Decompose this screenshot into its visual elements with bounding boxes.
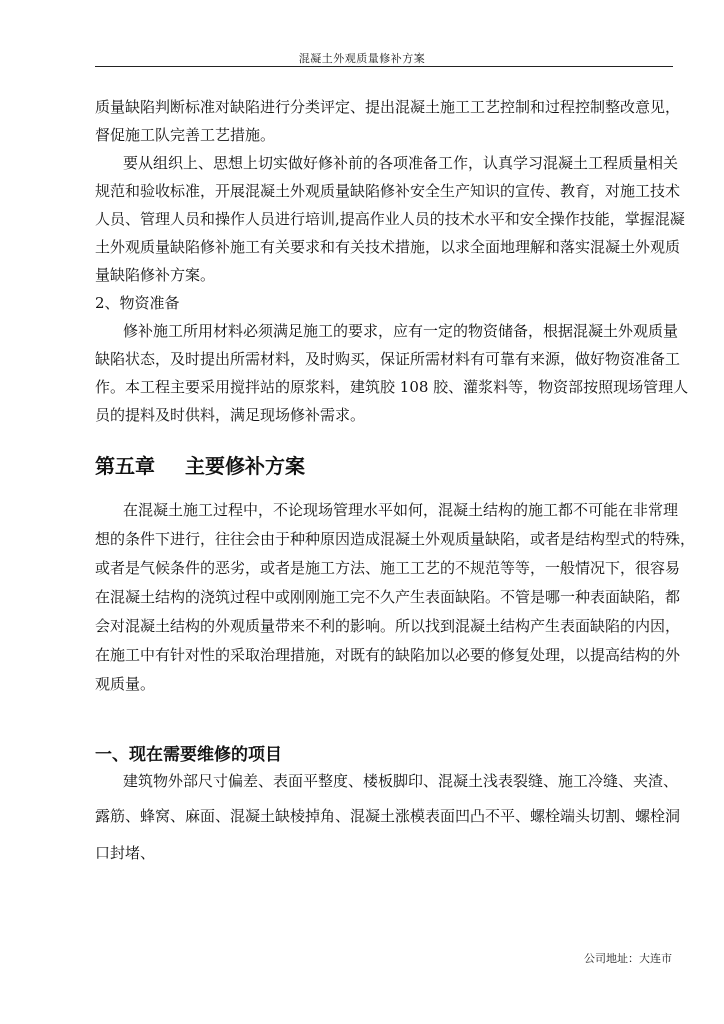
- section-heading: 一、现在需要维修的项目: [95, 745, 282, 765]
- paragraph-line: 建筑物外部尺寸偏差、表面平整度、楼板脚印、混凝土浅表裂缝、施工冷缝、夹渣、: [123, 772, 679, 790]
- chapter-number: 第五章: [95, 454, 155, 478]
- paragraph-line: 观质量。: [95, 675, 156, 693]
- paragraph-line: 想的条件下进行，往往会由于种种原因造成混凝土外观质量缺陷，或者是结构型式的特殊，: [95, 530, 696, 548]
- paragraph-line: 人员、管理人员和操作人员进行培训,提高作业人员的技术水平和安全操作技能，掌握混凝: [95, 210, 685, 228]
- paragraph-line: 露筋、蜂窝、麻面、混凝土缺棱掉角、混凝土涨模表面凹凸不平、螺栓端头切割、螺栓洞: [95, 807, 681, 825]
- paragraph-line: 在混凝土施工过程中，不论现场管理水平如何，混凝土结构的施工都不可能在非常理: [123, 501, 679, 519]
- footer-address: 公司地址：大连市: [584, 952, 672, 965]
- chapter-title: 主要修补方案: [185, 454, 305, 478]
- paragraph-line: 在施工中有针对性的采取治理措施，对既有的缺陷加以必要的修复处理，以提高结构的外: [95, 646, 681, 664]
- page-header-title: 混凝土外观质量修补方案: [298, 52, 426, 65]
- subsection-heading: 2、物资准备: [95, 294, 180, 312]
- paragraph-line: 质量缺陷判断标准对缺陷进行分类评定、提出混凝土施工工艺控制和过程控制整改意见，: [95, 98, 681, 116]
- paragraph-line: 土外观质量缺陷修补施工有关要求和有关技术措施，以求全面地理解和落实混凝土外观质: [95, 238, 681, 256]
- paragraph-line: 规范和验收标准，开展混凝土外观质量缺陷修补安全生产知识的宣传、教育，对施工技术: [95, 182, 681, 200]
- paragraph-line: 量缺陷修补方案。: [95, 266, 216, 284]
- paragraph-line: 或者是气候条件的恶劣，或者是施工方法、施工工艺的不规范等等，一般情况下，很容易: [95, 559, 681, 577]
- paragraph-line: 员的提料及时供料，满足现场修补需求。: [95, 406, 366, 424]
- paragraph-line: 要从组织上、思想上切实做好修补前的各项准备工作，认真学习混凝土工程质量相关: [123, 154, 679, 172]
- paragraph-line: 督促施工队完善工艺措施。: [95, 126, 276, 144]
- paragraph-line: 缺陷状态，及时提出所需材料，及时购买，保证所需材料有可靠有来源，做好物资准备工: [95, 350, 681, 368]
- paragraph-line: 修补施工所用材料必须满足施工的要求，应有一定的物资储备，根据混凝土外观质量: [123, 322, 679, 340]
- header-divider: [95, 66, 673, 67]
- paragraph-line: 口封堵、: [95, 844, 156, 862]
- paragraph-line: 会对混凝土结构的外观质量带来不利的影响。所以找到混凝土结构产生表面缺陷的内因，: [95, 617, 681, 635]
- paragraph-line: 在混凝土结构的浇筑过程中或刚刚施工完不久产生表面缺陷。不管是哪一种表面缺陷，都: [95, 588, 681, 606]
- paragraph-line: 作。本工程主要采用搅拌站的原浆料，建筑胶 108 胶、灌浆料等，物资部按照现场管理人: [95, 378, 689, 396]
- chapter-heading: [95, 450, 305, 479]
